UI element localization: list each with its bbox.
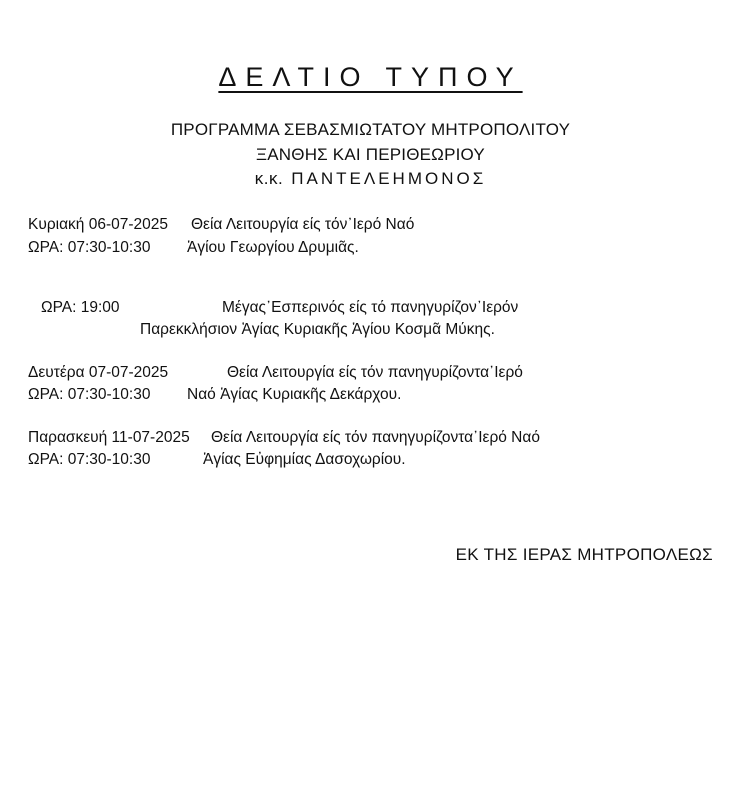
- entry-1-place: Ἁγίου Γεωργίου Δρυμιᾶς.: [187, 239, 359, 256]
- entry-1-time: ΩΡΑ: 07:30-10:30: [28, 239, 151, 256]
- entry-1-date: Κυριακή 06-07-2025: [28, 216, 168, 233]
- signature: ΕΚ ΤΗΣ ΙΕΡΑΣ ΜΗΤΡΟΠΟΛΕΩΣ: [455, 545, 713, 564]
- entry-2-time: ΩΡΑ: 19:00: [41, 299, 120, 316]
- entry-3-place: Ναό Ἁγίας Κυριακῆς Δεκάρχου.: [187, 386, 402, 403]
- entry-3-event: Θεία Λειτουργία είς τόν πανηγυρίζοντα᾿Ιερό: [227, 364, 523, 381]
- entry-3-date: Δευτέρα 07-07-2025: [28, 364, 169, 381]
- entry-4-place: Ἁγίας Εὐφημίας Δασοχωρίου.: [203, 451, 406, 468]
- subtitle-name: ΠΑΝΤΕΛΕΗΜΟΝΟΣ: [291, 169, 487, 188]
- entry-2-event: Μέγας᾿Εσπερινός είς τό πανηγυρίζον᾿Ιερόν: [222, 299, 519, 316]
- subtitle-line-1: ΠΡΟΓΡΑΜΜΑ ΣΕΒΑΣΜΙΩΤΑΤΟΥ ΜΗΤΡΟΠΟΛΙΤΟΥ: [170, 120, 571, 139]
- subtitle-line-3: [0, 168, 731, 190]
- entry-4-event: Θεία Λειτουργία είς τόν πανηγυρίζοντα᾿Ιερό Ναό: [211, 429, 540, 446]
- subtitle-line-2: ΞΑΝΘΗΣ ΚΑΙ ΠΕΡΙΘΕΩΡΙΟΥ: [256, 145, 485, 164]
- document-title: ΔΕΛΤΙΟ ΤΥΠΟΥ: [218, 62, 523, 92]
- entry-4-date: Παρασκευή 11-07-2025: [28, 429, 190, 446]
- entry-3-time: ΩΡΑ: 07:30-10:30: [28, 386, 151, 403]
- subtitle-prefix: κ.κ.: [254, 169, 284, 188]
- entry-1-event: Θεία Λειτουργία είς τόν᾿Ιερό Ναό: [191, 216, 415, 233]
- entry-2-place: Παρεκκλήσιον Ἁγίας Κυριακῆς Ἁγίου Κοσμᾶ Μύκης.: [140, 321, 495, 338]
- entry-4-time: ΩΡΑ: 07:30-10:30: [28, 451, 151, 468]
